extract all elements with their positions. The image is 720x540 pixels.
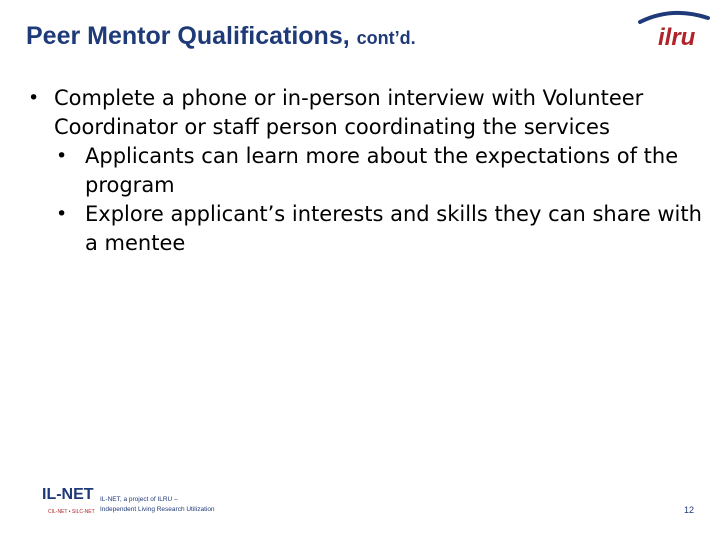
bullet-icon: •	[56, 145, 68, 167]
bullet-level2-text: Explore applicant’s interests and skills they can share with a mentee	[85, 202, 702, 255]
page-number: 12	[684, 505, 695, 515]
footer-line2: Independent Living Research Utilization	[100, 506, 215, 513]
slide-body	[28, 84, 708, 258]
bullet-level1-text: Complete a phone or in-person interview with Volunteer Coordinator or staff person coordinating the services	[54, 86, 644, 139]
bullet-icon: •	[28, 87, 40, 109]
footer-line1: IL-NET, a project of ILRU –	[100, 496, 178, 503]
slide-title-suffix: cont’d.	[356, 28, 416, 48]
ilru-logo-icon	[634, 8, 712, 48]
bullet-icon: •	[56, 203, 68, 225]
ilru-logo-text: ilru	[658, 24, 696, 48]
ilnet-logo-icon	[42, 486, 98, 520]
slide-title-main: Peer Mentor Qualifications,	[26, 22, 350, 50]
bullet-level2-item	[28, 200, 708, 258]
bullet-level2-item	[28, 142, 708, 200]
ilnet-logo-text: IL-NET	[42, 486, 94, 503]
footer-tagline	[100, 495, 215, 515]
bullet-level2-text: Applicants can learn more about the expectations of the program	[85, 144, 679, 197]
slide-title	[26, 22, 416, 51]
ilnet-logo-subtext: CIL-NET • SILC-NET	[48, 509, 95, 515]
bullet-level1-item	[28, 84, 708, 142]
